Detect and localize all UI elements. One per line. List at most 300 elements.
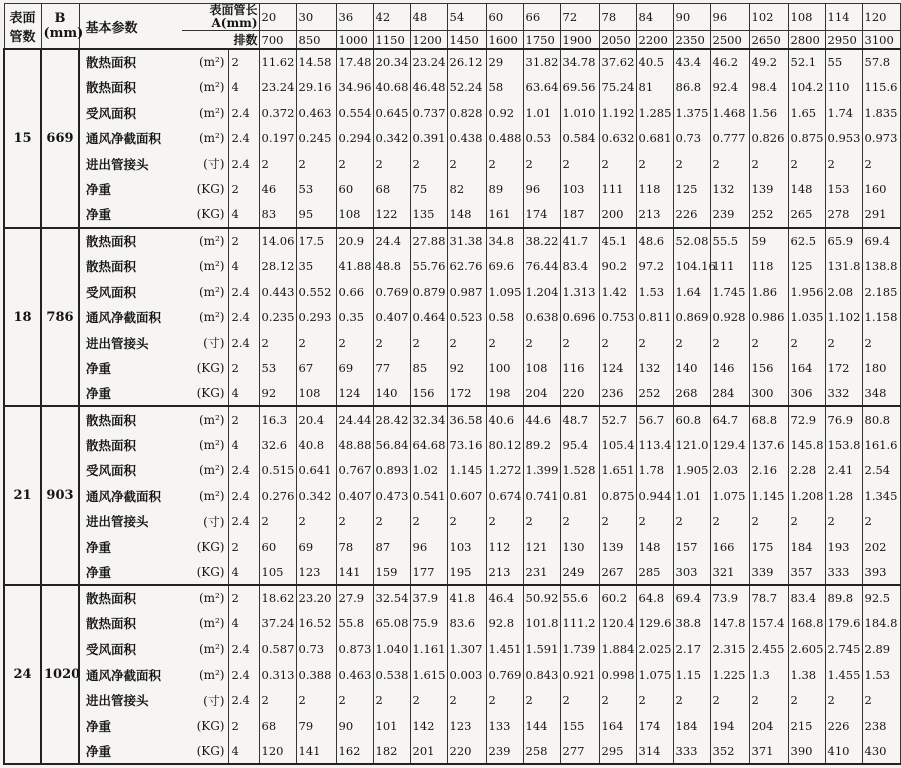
header-length-mm: 850 [296, 31, 336, 50]
param-name: 散热面积 [79, 75, 182, 101]
value-cell: 2 [523, 687, 560, 713]
value-cell: 1.01 [523, 100, 560, 126]
value-cell: 2 [560, 687, 599, 713]
value-cell: 85 [410, 355, 447, 381]
value-cell: 132 [636, 355, 673, 381]
value-cell: 213 [636, 202, 673, 228]
value-cell: 157.4 [749, 611, 788, 637]
value-cell: 2.455 [749, 636, 788, 662]
header-basic-params: 基本参数 [79, 4, 182, 50]
param-name: 散热面积 [79, 49, 182, 75]
value-cell: 0.81 [560, 483, 599, 509]
value-cell: 80.8 [862, 406, 900, 432]
value-cell: 258 [523, 738, 560, 764]
value-cell: 2 [373, 687, 410, 713]
value-cell: 0.342 [373, 126, 410, 152]
param-rows: 4 [228, 611, 259, 637]
value-cell: 1.375 [673, 100, 710, 126]
param-name: 通风净截面积 [79, 304, 182, 330]
value-cell: 46.2 [710, 49, 749, 75]
value-cell: 90 [336, 713, 373, 739]
value-cell: 1.075 [710, 483, 749, 509]
value-cell: 0.197 [259, 126, 296, 152]
value-cell: 220 [560, 381, 599, 407]
param-unit: (KG) [182, 177, 228, 203]
value-cell: 187 [560, 202, 599, 228]
value-cell: 41.8 [447, 585, 486, 611]
value-cell: 72.9 [788, 406, 825, 432]
value-cell: 238 [862, 713, 900, 739]
value-cell: 67 [296, 355, 336, 381]
value-cell: 0.944 [636, 483, 673, 509]
value-cell: 27.88 [410, 228, 447, 254]
value-cell: 0.523 [447, 304, 486, 330]
value-cell: 2 [862, 509, 900, 535]
value-cell: 43.4 [673, 49, 710, 75]
value-cell: 166 [710, 534, 749, 560]
value-cell: 23.24 [410, 49, 447, 75]
value-cell: 0.391 [410, 126, 447, 152]
table-row [4, 509, 900, 535]
value-cell: 0.587 [259, 636, 296, 662]
value-cell: 157 [673, 534, 710, 560]
value-cell: 153 [825, 177, 862, 203]
value-cell: 0.58 [486, 304, 523, 330]
value-cell: 97.2 [636, 253, 673, 279]
param-unit: (m²) [182, 585, 228, 611]
value-cell: 2.315 [710, 636, 749, 662]
value-cell: 2.54 [862, 458, 900, 484]
header-length-a: 108 [788, 4, 825, 31]
value-cell: 1.192 [599, 100, 636, 126]
param-name: 通风净截面积 [79, 126, 182, 152]
value-cell: 75 [410, 177, 447, 203]
value-cell: 0.769 [373, 279, 410, 305]
param-unit: (m²) [182, 75, 228, 101]
value-cell: 50.92 [523, 585, 560, 611]
value-cell: 36.58 [447, 406, 486, 432]
value-cell: 2 [825, 151, 862, 177]
value-cell: 1.451 [486, 636, 523, 662]
value-cell: 180 [862, 355, 900, 381]
value-cell: 138.8 [862, 253, 900, 279]
value-cell: 69.4 [673, 585, 710, 611]
param-name: 进出管接头 [79, 687, 182, 713]
value-cell: 193 [825, 534, 862, 560]
value-cell: 57.8 [862, 49, 900, 75]
value-cell: 96 [410, 534, 447, 560]
value-cell: 20.4 [296, 406, 336, 432]
value-cell: 68 [259, 713, 296, 739]
value-cell: 2 [486, 687, 523, 713]
param-unit: (m²) [182, 253, 228, 279]
value-cell: 285 [636, 560, 673, 586]
value-cell: 73.16 [447, 432, 486, 458]
value-cell: 86.8 [673, 75, 710, 101]
param-unit: (寸) [182, 687, 228, 713]
value-cell: 177 [410, 560, 447, 586]
value-cell: 2 [560, 151, 599, 177]
value-cell: 161 [486, 202, 523, 228]
param-unit: (寸) [182, 330, 228, 356]
value-cell: 141 [336, 560, 373, 586]
param-rows: 4 [228, 253, 259, 279]
value-cell: 1.040 [373, 636, 410, 662]
value-cell: 198 [486, 381, 523, 407]
param-unit: (KG) [182, 713, 228, 739]
group-b: 1020 [41, 585, 79, 764]
value-cell: 339 [749, 560, 788, 586]
param-unit: (m²) [182, 432, 228, 458]
value-cell: 55.8 [336, 611, 373, 637]
value-cell: 75.9 [410, 611, 447, 637]
value-cell: 125 [788, 253, 825, 279]
value-cell: 0.552 [296, 279, 336, 305]
value-cell: 2 [749, 151, 788, 177]
param-unit: (m²) [182, 100, 228, 126]
value-cell: 64.7 [710, 406, 749, 432]
value-cell: 284 [710, 381, 749, 407]
value-cell: 2 [636, 687, 673, 713]
value-cell: 0.235 [259, 304, 296, 330]
value-cell: 278 [825, 202, 862, 228]
value-cell: 159 [373, 560, 410, 586]
value-cell: 1.161 [410, 636, 447, 662]
value-cell: 24.4 [373, 228, 410, 254]
value-cell: 38.8 [673, 611, 710, 637]
value-cell: 1.56 [749, 100, 788, 126]
value-cell: 252 [636, 381, 673, 407]
table-row [4, 126, 900, 152]
param-rows: 2.4 [228, 636, 259, 662]
value-cell: 174 [523, 202, 560, 228]
value-cell: 1.651 [599, 458, 636, 484]
value-cell: 2 [447, 687, 486, 713]
value-cell: 2 [749, 687, 788, 713]
param-name: 净重 [79, 381, 182, 407]
value-cell: 215 [788, 713, 825, 739]
value-cell: 104.2 [788, 75, 825, 101]
value-cell: 300 [749, 381, 788, 407]
value-cell: 129.4 [710, 432, 749, 458]
spec-table [3, 3, 901, 765]
value-cell: 0.696 [560, 304, 599, 330]
value-cell: 430 [862, 738, 900, 764]
value-cell: 2 [296, 687, 336, 713]
value-cell: 60 [259, 534, 296, 560]
value-cell: 103 [560, 177, 599, 203]
value-cell: 0.674 [486, 483, 523, 509]
value-cell: 291 [862, 202, 900, 228]
group-tubes: 18 [4, 228, 41, 407]
value-cell: 2 [710, 330, 749, 356]
table-row [4, 458, 900, 484]
param-unit: (KG) [182, 202, 228, 228]
value-cell: 44.6 [523, 406, 560, 432]
value-cell: 87 [373, 534, 410, 560]
param-name: 净重 [79, 202, 182, 228]
value-cell: 24.44 [336, 406, 373, 432]
header-b-line1: B [54, 11, 66, 26]
value-cell: 23.20 [296, 585, 336, 611]
value-cell: 92 [447, 355, 486, 381]
value-cell: 124 [336, 381, 373, 407]
value-cell: 2 [373, 151, 410, 177]
param-unit: (m²) [182, 636, 228, 662]
value-cell: 1.204 [523, 279, 560, 305]
header-length-mm: 1900 [560, 31, 599, 50]
value-cell: 135 [410, 202, 447, 228]
param-unit: (m²) [182, 611, 228, 637]
table-row [4, 381, 900, 407]
value-cell: 1.53 [636, 279, 673, 305]
value-cell: 64.68 [410, 432, 447, 458]
header-length-a: 78 [599, 4, 636, 31]
value-cell: 156 [410, 381, 447, 407]
header-length-a: 66 [523, 4, 560, 31]
table-body [4, 49, 900, 764]
param-unit: (寸) [182, 509, 228, 535]
value-cell: 2 [296, 509, 336, 535]
value-cell: 111 [599, 177, 636, 203]
value-cell: 200 [599, 202, 636, 228]
value-cell: 160 [862, 177, 900, 203]
param-name: 受风面积 [79, 279, 182, 305]
value-cell: 148 [636, 534, 673, 560]
param-name: 散热面积 [79, 228, 182, 254]
value-cell: 1.345 [862, 483, 900, 509]
group-b: 669 [41, 49, 79, 228]
value-cell: 1.158 [862, 304, 900, 330]
value-cell: 23.24 [259, 75, 296, 101]
header-length-mm: 1000 [336, 31, 373, 50]
value-cell: 27.9 [336, 585, 373, 611]
value-cell: 0.388 [296, 662, 336, 688]
value-cell: 2 [636, 509, 673, 535]
value-cell: 49.2 [749, 49, 788, 75]
value-cell: 133 [486, 713, 523, 739]
value-cell: 132 [710, 177, 749, 203]
header-b [41, 4, 84, 50]
value-cell: 34.78 [560, 49, 599, 75]
value-cell: 53 [259, 355, 296, 381]
table-row [4, 611, 900, 637]
table-row [4, 75, 900, 101]
param-unit: (KG) [182, 560, 228, 586]
param-unit: (m²) [182, 458, 228, 484]
param-rows: 2.4 [228, 151, 259, 177]
value-cell: 2 [673, 330, 710, 356]
value-cell: 53 [296, 177, 336, 203]
value-cell: 141 [296, 738, 336, 764]
value-cell: 1.86 [749, 279, 788, 305]
value-cell: 2 [825, 330, 862, 356]
value-cell: 2 [599, 151, 636, 177]
value-cell: 2.745 [825, 636, 862, 662]
header-length-mm: 1600 [486, 31, 523, 50]
value-cell: 2 [259, 151, 296, 177]
value-cell: 69 [336, 355, 373, 381]
value-cell: 32.6 [259, 432, 296, 458]
value-cell: 1.591 [523, 636, 560, 662]
value-cell: 184 [673, 713, 710, 739]
value-cell: 1.225 [710, 662, 749, 688]
value-cell: 0.645 [373, 100, 410, 126]
value-cell: 92.4 [710, 75, 749, 101]
param-rows: 2 [228, 585, 259, 611]
header-length-a: 84 [636, 4, 673, 31]
value-cell: 2 [862, 330, 900, 356]
value-cell: 1.528 [560, 458, 599, 484]
value-cell: 2 [862, 687, 900, 713]
value-cell: 1.468 [710, 100, 749, 126]
value-cell: 2 [447, 151, 486, 177]
param-name: 净重 [79, 738, 182, 764]
value-cell: 110 [825, 75, 862, 101]
value-cell: 2 [523, 330, 560, 356]
header-length-mm: 2500 [710, 31, 749, 50]
value-cell: 2 [447, 330, 486, 356]
param-rows: 2.4 [228, 458, 259, 484]
value-cell: 0.767 [336, 458, 373, 484]
value-cell: 35 [296, 253, 336, 279]
param-name: 散热面积 [79, 406, 182, 432]
value-cell: 115.6 [862, 75, 900, 101]
value-cell: 1.15 [673, 662, 710, 688]
header-length-a: 114 [825, 4, 862, 31]
value-cell: 105 [259, 560, 296, 586]
value-cell: 81 [636, 75, 673, 101]
value-cell: 179.6 [825, 611, 862, 637]
value-cell: 0.92 [486, 100, 523, 126]
value-cell: 29 [486, 49, 523, 75]
value-cell: 267 [599, 560, 636, 586]
param-rows: 2.4 [228, 483, 259, 509]
value-cell: 16.52 [296, 611, 336, 637]
value-cell: 55.6 [560, 585, 599, 611]
value-cell: 1.272 [486, 458, 523, 484]
param-name: 进出管接头 [79, 509, 182, 535]
value-cell: 56.84 [373, 432, 410, 458]
value-cell: 0.921 [560, 662, 599, 688]
value-cell: 2 [410, 151, 447, 177]
param-rows: 2.4 [228, 100, 259, 126]
value-cell: 2.28 [788, 458, 825, 484]
header-tube-length-line2: A(mm) [211, 16, 258, 30]
param-rows: 2.4 [228, 330, 259, 356]
value-cell: 120.4 [599, 611, 636, 637]
value-cell: 2 [259, 330, 296, 356]
value-cell: 252 [749, 202, 788, 228]
param-rows: 2.4 [228, 126, 259, 152]
value-cell: 20.34 [373, 49, 410, 75]
value-cell: 103 [447, 534, 486, 560]
table-row [4, 253, 900, 279]
value-cell: 55 [825, 49, 862, 75]
value-cell: 83.6 [447, 611, 486, 637]
value-cell: 393 [862, 560, 900, 586]
value-cell: 1.3 [749, 662, 788, 688]
value-cell: 2 [336, 151, 373, 177]
header-length-a: 60 [486, 4, 523, 31]
header-length-mm: 1450 [447, 31, 486, 50]
value-cell: 28.42 [373, 406, 410, 432]
value-cell: 2.89 [862, 636, 900, 662]
value-cell: 202 [862, 534, 900, 560]
header-length-a: 20 [259, 4, 296, 31]
value-cell: 2 [447, 509, 486, 535]
value-cell: 121 [523, 534, 560, 560]
value-cell: 29.16 [296, 75, 336, 101]
value-cell: 2 [825, 509, 862, 535]
value-cell: 32.54 [373, 585, 410, 611]
value-cell: 2 [336, 330, 373, 356]
value-cell: 0.342 [296, 483, 336, 509]
value-cell: 113.4 [636, 432, 673, 458]
value-cell: 161.6 [862, 432, 900, 458]
value-cell: 31.38 [447, 228, 486, 254]
param-rows: 2 [228, 534, 259, 560]
table-row [4, 662, 900, 688]
value-cell: 146 [710, 355, 749, 381]
value-cell: 226 [825, 713, 862, 739]
value-cell: 98.4 [749, 75, 788, 101]
value-cell: 182 [373, 738, 410, 764]
value-cell: 1.095 [486, 279, 523, 305]
value-cell: 140 [373, 381, 410, 407]
value-cell: 2 [749, 330, 788, 356]
value-cell: 0.464 [410, 304, 447, 330]
value-cell: 120 [259, 738, 296, 764]
value-cell: 1.78 [636, 458, 673, 484]
param-name: 进出管接头 [79, 330, 182, 356]
param-rows: 2.4 [228, 687, 259, 713]
table-row [4, 560, 900, 586]
value-cell: 28.12 [259, 253, 296, 279]
value-cell: 0.741 [523, 483, 560, 509]
value-cell: 333 [673, 738, 710, 764]
header-length-mm: 2350 [673, 31, 710, 50]
value-cell: 69.4 [862, 228, 900, 254]
value-cell: 156 [749, 355, 788, 381]
value-cell: 0.826 [749, 126, 788, 152]
group-b: 903 [41, 406, 79, 585]
value-cell: 201 [410, 738, 447, 764]
value-cell: 92 [259, 381, 296, 407]
table-row [4, 202, 900, 228]
value-cell: 17.48 [336, 49, 373, 75]
value-cell: 2 [373, 330, 410, 356]
value-cell: 38.22 [523, 228, 560, 254]
value-cell: 0.584 [560, 126, 599, 152]
value-cell: 1.399 [523, 458, 560, 484]
value-cell: 1.145 [447, 458, 486, 484]
value-cell: 0.53 [523, 126, 560, 152]
value-cell: 1.74 [825, 100, 862, 126]
value-cell: 55.76 [410, 253, 447, 279]
value-cell: 0.407 [373, 304, 410, 330]
header-length-mm: 700 [259, 31, 296, 50]
param-unit: (KG) [182, 381, 228, 407]
value-cell: 371 [749, 738, 788, 764]
value-cell: 147.8 [710, 611, 749, 637]
group-b: 786 [41, 228, 79, 407]
value-cell: 265 [788, 202, 825, 228]
value-cell: 20.9 [336, 228, 373, 254]
value-cell: 0.294 [336, 126, 373, 152]
value-cell: 123 [296, 560, 336, 586]
value-cell: 1.64 [673, 279, 710, 305]
